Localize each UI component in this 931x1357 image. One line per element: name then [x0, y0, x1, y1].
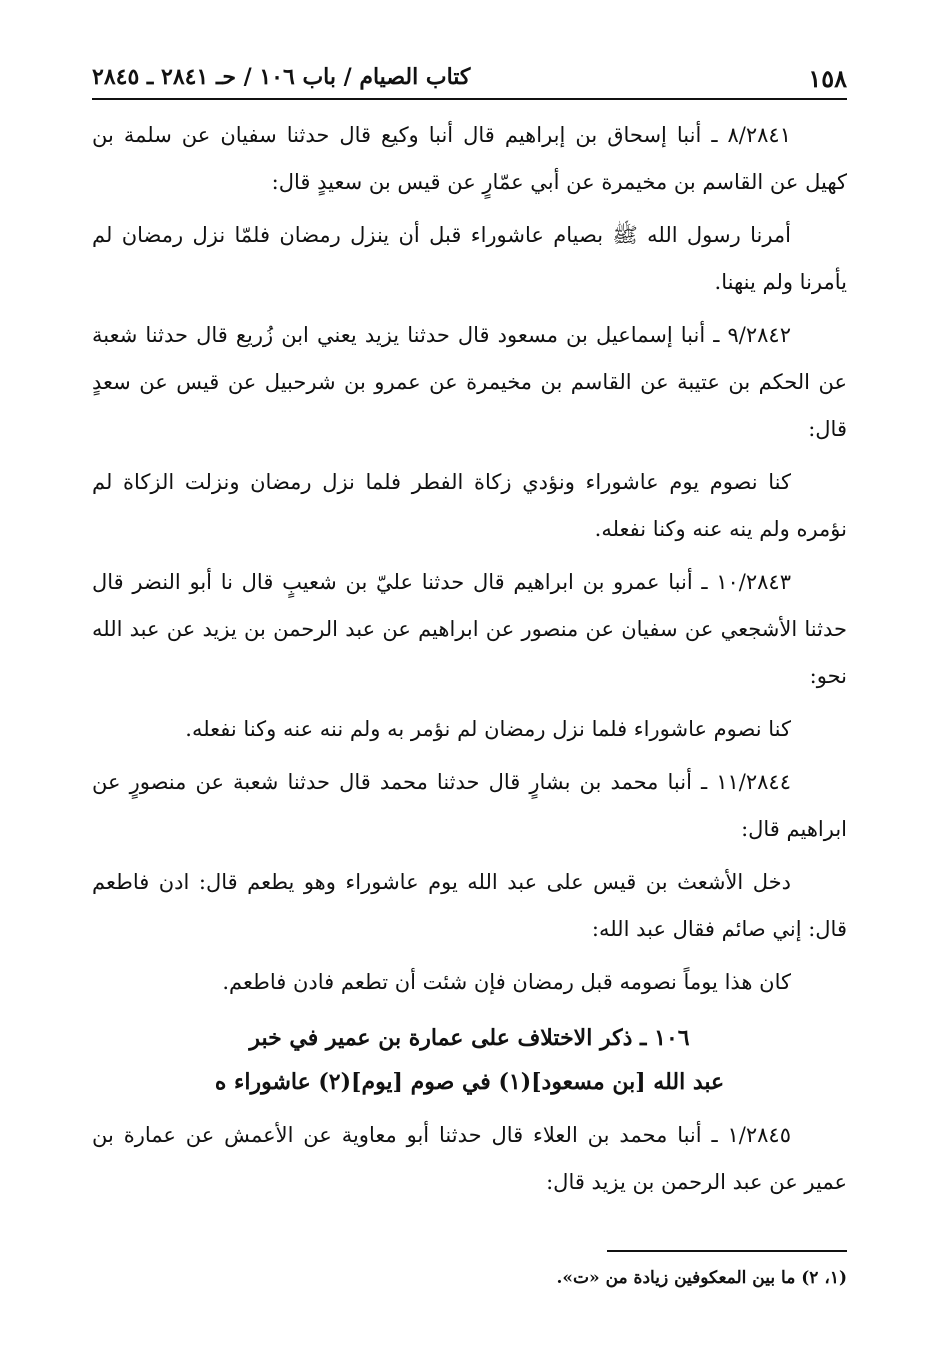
hadith-2843-matn: كنا نصوم عاشوراء فلما نزل رمضان لم نؤمر به ولم ننه عنه وكنا نفعله. — [185, 717, 791, 741]
hadith-2842-matn: كنا نصوم يوم عاشوراء ونؤدي زكاة الفطر فلما نزل رمضان ونزلت الزكاة لم نؤمره ولم ينه عنه وكنا نفعله. — [92, 470, 847, 541]
hadith-2842-isnad: ٩/٢٨٤٢ ـ أنبا إسماعيل بن مسعود قال حدثنا يزيد يعني ابن زُريع قال حدثنا شعبة عن الحكم بن عتيبة عن القاسم بن مخيمرة عن عمرو بن شرحبيل عن قيس عن سعدٍ قال: — [92, 323, 847, 441]
hadith-2845-isnad: ١/٢٨٤٥ ـ أنبا محمد بن العلاء قال حدثنا أبو معاوية عن الأعمش عن عمارة بن عمير عن عبد الرحمن بن يزيد قال: — [92, 1123, 847, 1194]
header-rule — [92, 98, 847, 100]
hadith-2843-isnad: ١٠/٢٨٤٣ ـ أنبا عمرو بن ابراهيم قال حدثنا عليّ بن شعيبٍ قال نا أبو النضر قال حدثنا الأشجعي عن سفيان عن منصور عن ابراهيم عن عبد الرحمن بن يزيد عن عبد الله نحو: — [92, 570, 847, 688]
hadith-2844-isnad: ١١/٢٨٤٤ ـ أنبا محمد بن بشارٍ قال حدثنا محمد قال حدثنا شعبة عن منصورٍ عن ابراهيم قال: — [92, 770, 847, 841]
running-title: كتاب الصيام / باب ١٠٦ / حـ ٢٨٤١ ـ ٢٨٤٥ — [92, 64, 471, 90]
page-header — [92, 58, 847, 100]
footnote: (١، ٢) ما بين المعكوفين زيادة من «ت». — [556, 1268, 847, 1288]
footnote-rule — [607, 1250, 847, 1252]
page-number: ١٥٨ — [808, 64, 847, 93]
hadith-2841-matn: أمرنا رسول الله ﷺ بصيام عاشوراء قبل أن ينزل رمضان فلمّا نزل رمضان لم يأمرنا ولم ينهنا. — [92, 223, 847, 294]
section-heading — [92, 1016, 847, 1104]
section-heading-line2: عبد الله [بن مسعود](١) في صوم [يوم](٢) عاشوراء ه — [214, 1069, 725, 1095]
hadith-2841-isnad: ٨/٢٨٤١ ـ أنبا إسحاق بن إبراهيم قال أنبا وكيع قال حدثنا سفيان عن سلمة بن كهيل عن القاسم بن مخيمرة عن أبي عمّارٍ عن قيس بن سعيدٍ قال: — [92, 123, 847, 194]
hadith-2844-matn: دخل الأشعث بن قيس على عبد الله يوم عاشوراء وهو يطعم قال: ادن فاطعم قال: إني صائم فقال عبد الله: — [92, 870, 847, 941]
section-heading-line1: ١٠٦ ـ ذكر الاختلاف على عمارة بن عمير في خبر — [249, 1025, 690, 1051]
main-text — [92, 112, 847, 1212]
hadith-2844-matn-cont: كان هذا يوماً نصومه قبل رمضان فإن شئت أن تطعم فادن فاطعم. — [222, 970, 791, 994]
